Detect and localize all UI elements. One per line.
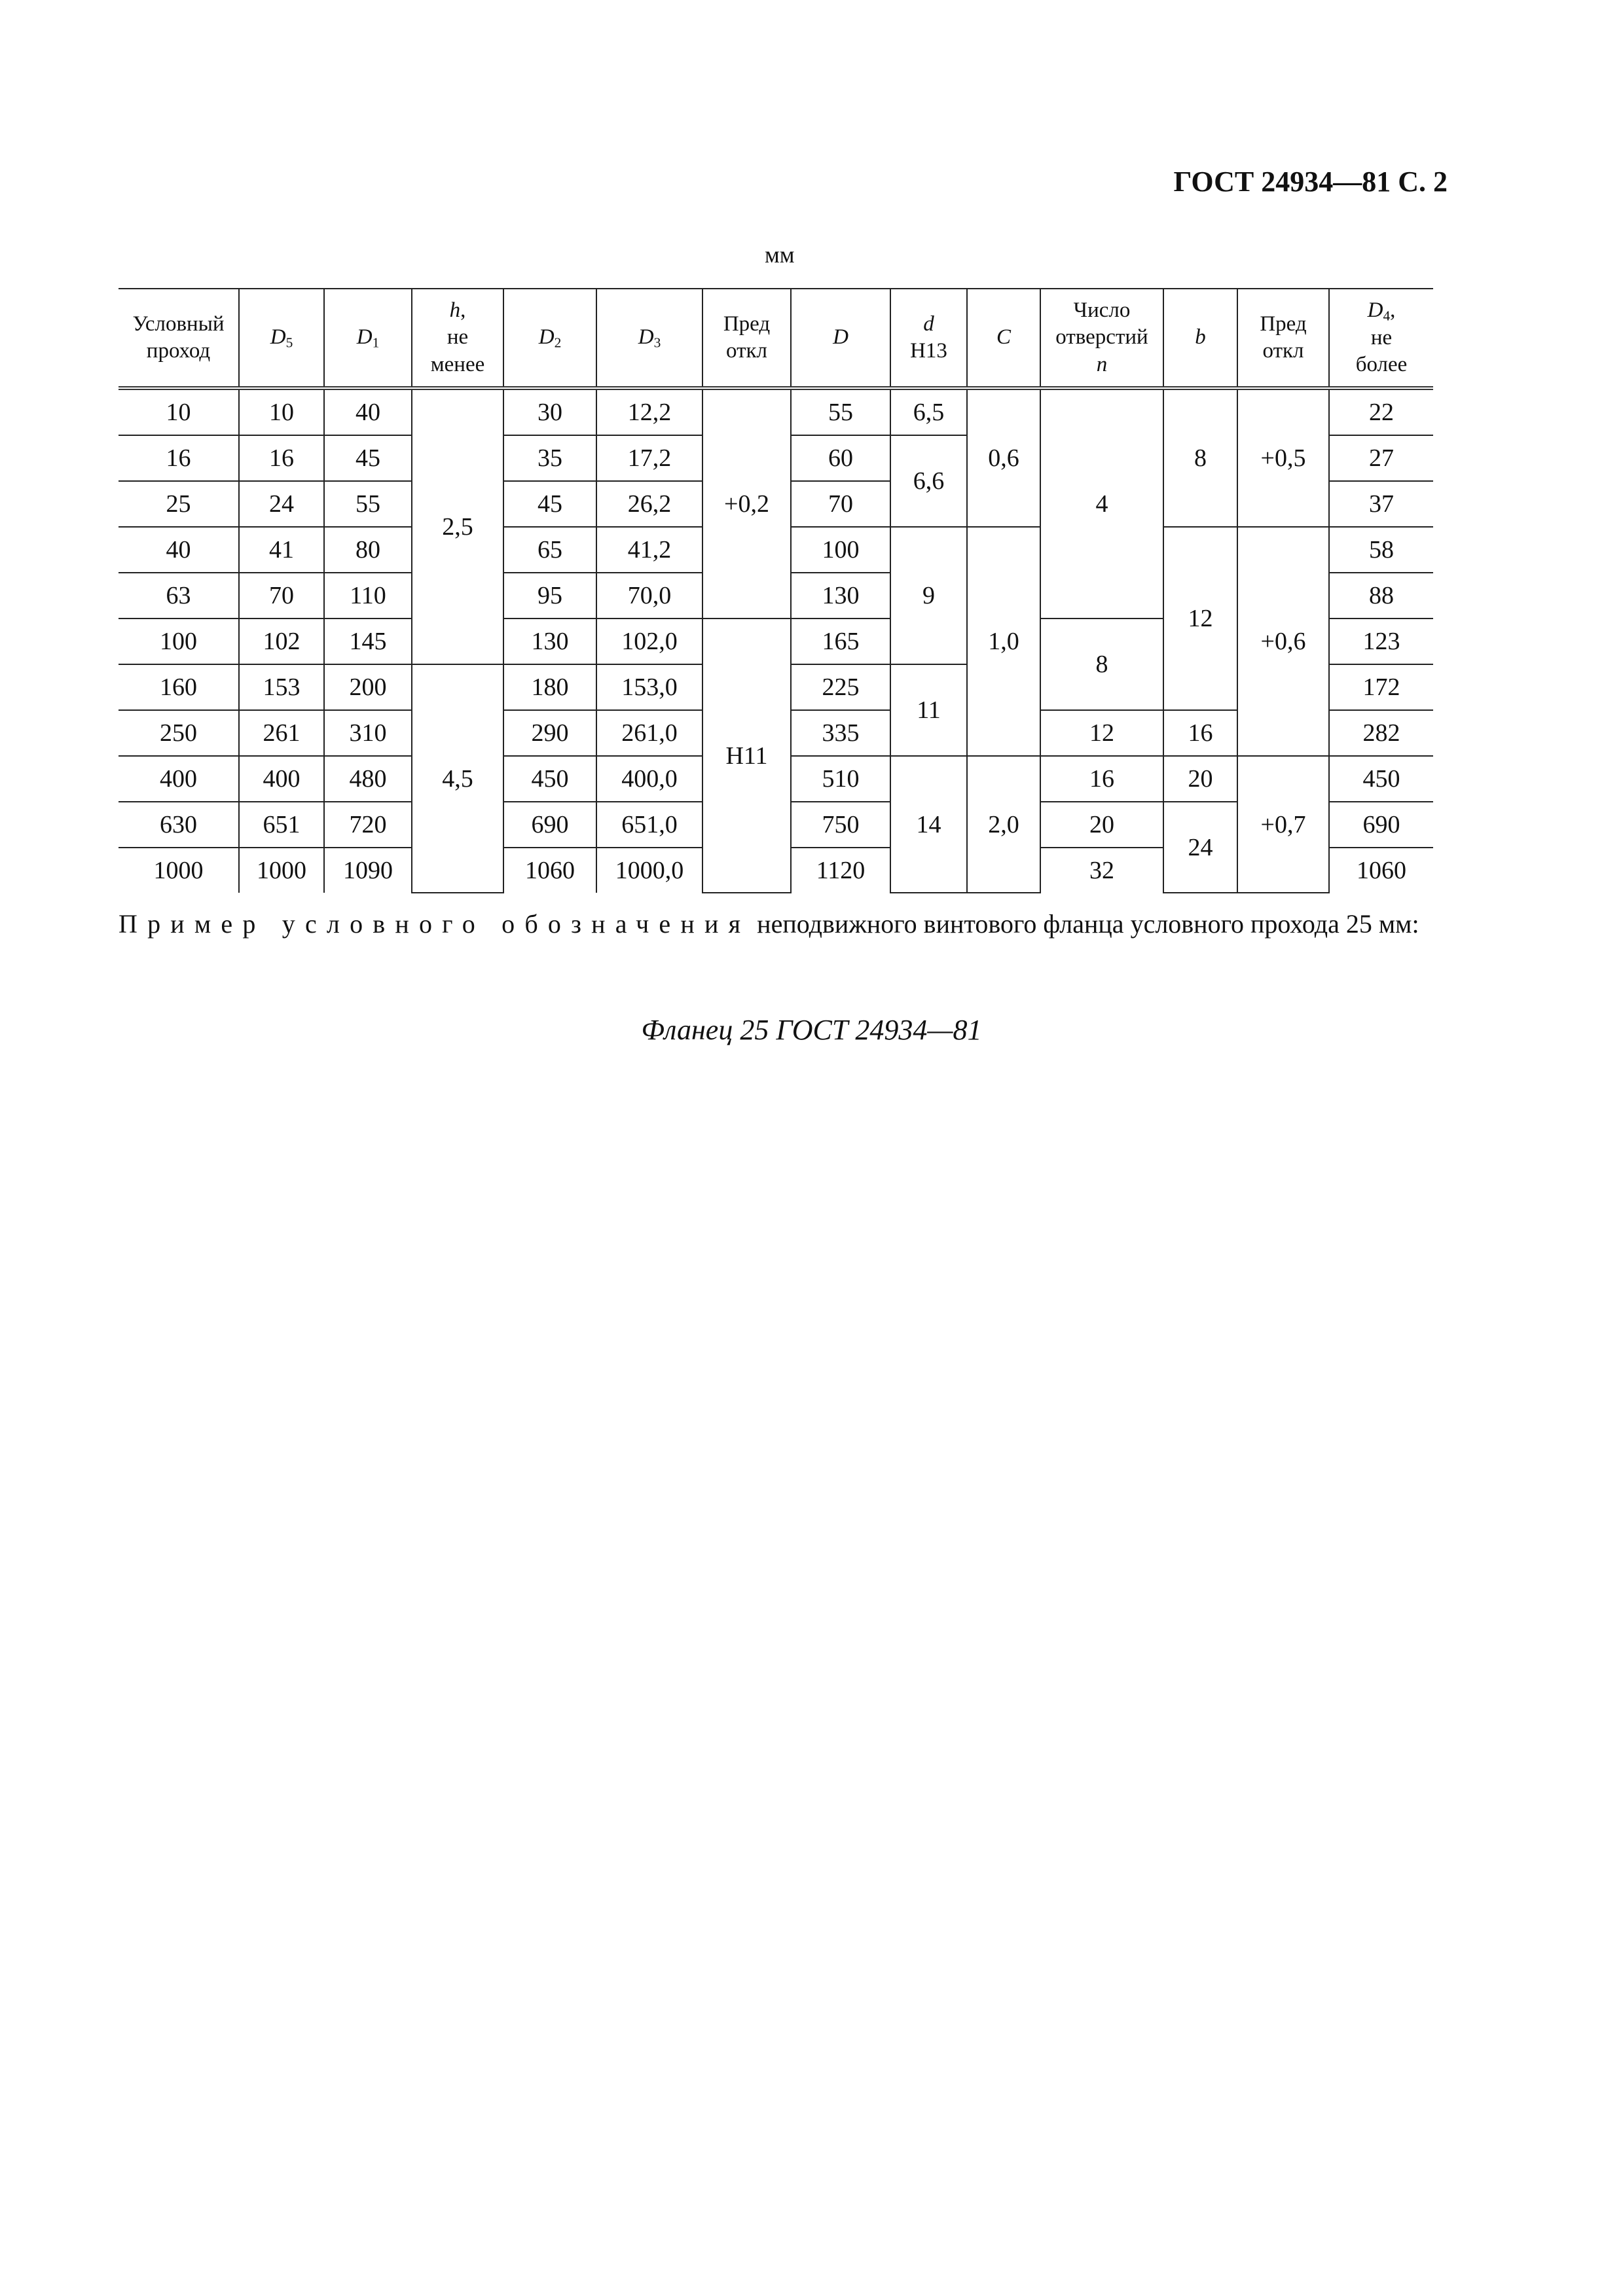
cell-hole-count: 20 [1040, 802, 1163, 848]
cell-d4: 37 [1329, 481, 1433, 527]
cell-hole-d: 6,5 [890, 388, 967, 435]
cell-hole-count: 16 [1040, 756, 1163, 802]
cell-h: 4,5 [412, 664, 503, 893]
cell-d5: 651 [239, 802, 324, 848]
cell-d4: 282 [1329, 710, 1433, 756]
cell-d: 225 [791, 664, 890, 710]
header-tolerance-2: Пред откл [1237, 289, 1329, 388]
cell-hole-count: 32 [1040, 848, 1163, 893]
cell-d3: 12,2 [596, 388, 702, 435]
cell-d2: 290 [503, 710, 596, 756]
example-paragraph [119, 906, 1449, 942]
cell-d4: 22 [1329, 388, 1433, 435]
cell-d1: 720 [324, 802, 412, 848]
cell-d5: 24 [239, 481, 324, 527]
cell-d1: 200 [324, 664, 412, 710]
cell-dn: 16 [119, 435, 239, 481]
cell-d5: 10 [239, 388, 324, 435]
header-d4: $D_4$, не более [1329, 289, 1433, 388]
cell-b: 8 [1163, 388, 1237, 527]
cell-d2: 180 [503, 664, 596, 710]
cell-d1: 1090 [324, 848, 412, 893]
cell-d: 130 [791, 573, 890, 619]
header-d5: $D_5$ [239, 289, 324, 388]
cell-d5: 261 [239, 710, 324, 756]
cell-d5: 102 [239, 619, 324, 664]
example-spaced-lead: Пример условного обозначения [119, 909, 751, 939]
cell-d2: 30 [503, 388, 596, 435]
cell-c: 1,0 [967, 527, 1040, 756]
cell-d4: 58 [1329, 527, 1433, 573]
cell-dn: 1000 [119, 848, 239, 893]
cell-d3: 26,2 [596, 481, 702, 527]
cell-d3: 261,0 [596, 710, 702, 756]
cell-d2: 1060 [503, 848, 596, 893]
page-header: ГОСТ 24934—81 С. 2 [1173, 166, 1448, 198]
cell-d1: 310 [324, 710, 412, 756]
cell-dn: 25 [119, 481, 239, 527]
cell-c: 2,0 [967, 756, 1040, 893]
cell-d3: 153,0 [596, 664, 702, 710]
designation-example: Фланец 25 ГОСТ 24934—81 [641, 1014, 982, 1046]
header-d2: $D_2$ [503, 289, 596, 388]
cell-d4: 88 [1329, 573, 1433, 619]
cell-d: 510 [791, 756, 890, 802]
cell-hole-d: 9 [890, 527, 967, 664]
cell-d3: 400,0 [596, 756, 702, 802]
cell-h: 2,5 [412, 388, 503, 664]
cell-dn: 160 [119, 664, 239, 710]
cell-d1: 45 [324, 435, 412, 481]
cell-d1: 145 [324, 619, 412, 664]
cell-d5: 153 [239, 664, 324, 710]
cell-d: 55 [791, 388, 890, 435]
header-d1: $D_1$ [324, 289, 412, 388]
cell-hole-count: 4 [1040, 388, 1163, 619]
header-tolerance-1: Пред откл [702, 289, 791, 388]
cell-d5: 400 [239, 756, 324, 802]
cell-d2: 45 [503, 481, 596, 527]
cell-tolerance-2: +0,5 [1237, 388, 1329, 527]
cell-tolerance-1: +0,2 [702, 388, 791, 619]
cell-b: 20 [1163, 756, 1237, 802]
cell-d3: 1000,0 [596, 848, 702, 893]
cell-hole-count: 12 [1040, 710, 1163, 756]
cell-d3: 41,2 [596, 527, 702, 573]
cell-dn: 100 [119, 619, 239, 664]
cell-d: 70 [791, 481, 890, 527]
cell-dn: 250 [119, 710, 239, 756]
flange-dimensions-table [119, 288, 1433, 893]
cell-dn: 10 [119, 388, 239, 435]
example-paragraph-rest: неподвижного винтового фланца условного прохода 25 мм: [757, 909, 1419, 939]
cell-dn: 400 [119, 756, 239, 802]
cell-d4: 690 [1329, 802, 1433, 848]
cell-d5: 41 [239, 527, 324, 573]
cell-d2: 690 [503, 802, 596, 848]
cell-d4: 1060 [1329, 848, 1433, 893]
cell-dn: 63 [119, 573, 239, 619]
cell-d5: 1000 [239, 848, 324, 893]
cell-c: 0,6 [967, 388, 1040, 527]
cell-d1: 480 [324, 756, 412, 802]
header-hole-d: d H13 [890, 289, 967, 388]
cell-d5: 16 [239, 435, 324, 481]
cell-b: 24 [1163, 802, 1237, 893]
cell-d2: 95 [503, 573, 596, 619]
header-h: h, не менее [412, 289, 503, 388]
cell-d4: 450 [1329, 756, 1433, 802]
cell-d: 60 [791, 435, 890, 481]
cell-b: 16 [1163, 710, 1237, 756]
cell-d3: 17,2 [596, 435, 702, 481]
cell-hole-d: 6,6 [890, 435, 967, 527]
header-d: D [791, 289, 890, 388]
cell-d2: 130 [503, 619, 596, 664]
cell-d3: 651,0 [596, 802, 702, 848]
table-row [119, 388, 1433, 435]
cell-d: 335 [791, 710, 890, 756]
cell-hole-d: 11 [890, 664, 967, 756]
cell-d3: 70,0 [596, 573, 702, 619]
cell-d4: 123 [1329, 619, 1433, 664]
cell-b: 12 [1163, 527, 1237, 710]
cell-tolerance-2: +0,6 [1237, 527, 1329, 756]
cell-d5: 70 [239, 573, 324, 619]
header-hole-count: Число отверстий n [1040, 289, 1163, 388]
cell-d2: 65 [503, 527, 596, 573]
cell-d1: 40 [324, 388, 412, 435]
cell-d2: 35 [503, 435, 596, 481]
cell-dn: 630 [119, 802, 239, 848]
header-b: b [1163, 289, 1237, 388]
cell-d: 750 [791, 802, 890, 848]
cell-d1: 110 [324, 573, 412, 619]
cell-hole-d: 14 [890, 756, 967, 893]
cell-d: 100 [791, 527, 890, 573]
cell-d2: 450 [503, 756, 596, 802]
header-c: C [967, 289, 1040, 388]
header-d3: $D_3$ [596, 289, 702, 388]
header-conditional-pass: Условный проход [119, 289, 239, 388]
cell-d: 165 [791, 619, 890, 664]
cell-d4: 27 [1329, 435, 1433, 481]
cell-d4: 172 [1329, 664, 1433, 710]
cell-tolerance-1: H11 [702, 619, 791, 893]
cell-tolerance-2: +0,7 [1237, 756, 1329, 893]
cell-d: 1120 [791, 848, 890, 893]
units-label: мм [765, 242, 795, 268]
cell-d1: 80 [324, 527, 412, 573]
cell-dn: 40 [119, 527, 239, 573]
cell-hole-count: 8 [1040, 619, 1163, 710]
cell-d3: 102,0 [596, 619, 702, 664]
cell-d1: 55 [324, 481, 412, 527]
